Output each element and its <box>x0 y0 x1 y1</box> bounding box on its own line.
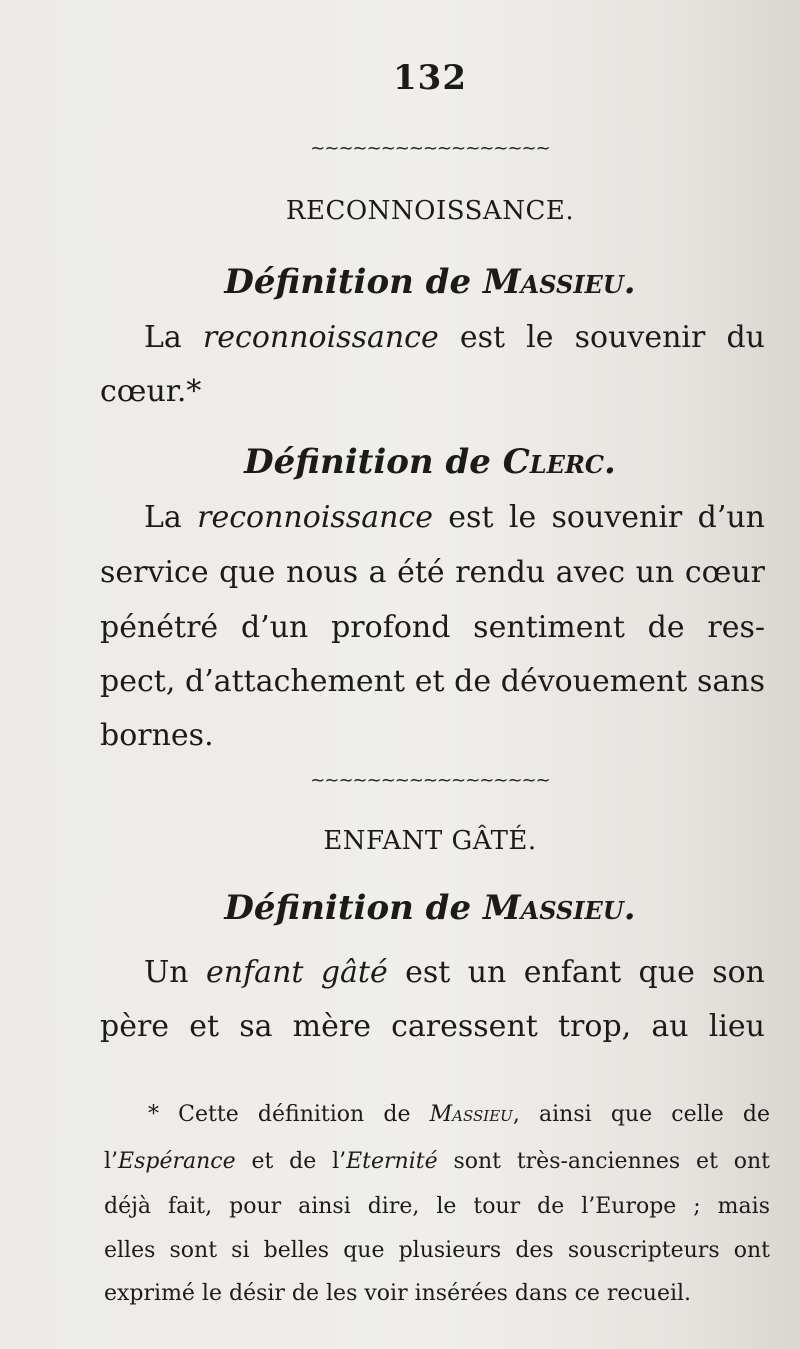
text-line: La reconnoissance est le souvenir du <box>144 320 765 355</box>
text-line: pénétré d’un profond sentiment de res- <box>100 610 765 645</box>
footnote-line: déjà fait, pour ainsi dire, le tour de l’Europe ; mais <box>104 1194 770 1219</box>
text-line: père et sa mère caressent trop, au lieu <box>100 1009 765 1044</box>
text-line: pect, d’attachement et de dévouement sans <box>100 664 765 699</box>
text-line: Un enfant gâté est un enfant que son <box>144 955 766 990</box>
definition-title-massieu: Définition de Massieu. <box>224 888 636 928</box>
ornament-divider: ~~~~~~~~~~~~~~~~~ <box>310 138 550 159</box>
footnote-line: exprimé le désir de les voir insérées dans ce recueil. <box>104 1281 692 1306</box>
definition-title-massieu: Définition de Massieu. <box>224 262 636 302</box>
text-line: cœur.* <box>100 374 202 409</box>
text-line: bornes. <box>100 718 214 753</box>
footnote-line: elles sont si belles que plusieurs des souscripteurs ont <box>104 1238 770 1263</box>
section-heading-reconnoissance: RECONNOISSANCE. <box>285 196 575 226</box>
text-line: service que nous a été rendu avec un cœur <box>100 555 765 590</box>
ornament-divider: ~~~~~~~~~~~~~~~~~ <box>310 770 550 791</box>
footnote-line: * Cette définition de Massieu, ainsi que celle de <box>148 1102 770 1127</box>
footnote-line: l’Espérance et de l’Eternité sont très-anciennes et ont <box>104 1149 770 1174</box>
section-heading-enfant-gate: ENFANT GÂTÉ. <box>323 826 537 856</box>
text-line: La reconnoissance est le souvenir d’un <box>144 500 765 535</box>
page-number: 132 <box>393 58 467 98</box>
definition-title-clerc: Définition de Clerc. <box>244 442 616 482</box>
